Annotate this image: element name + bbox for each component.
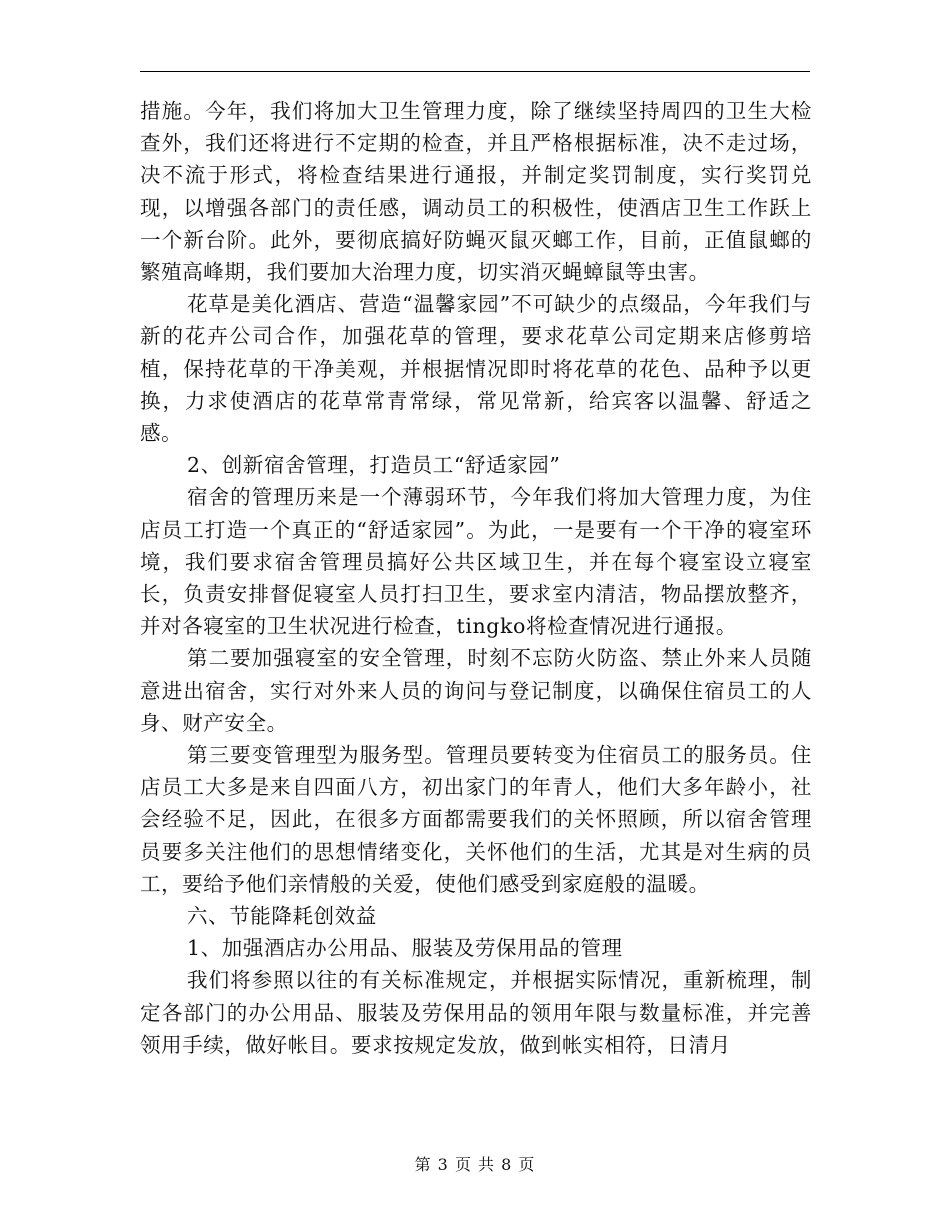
page-footer: 第 3 页 共 8 页 [414, 1155, 536, 1174]
paragraph-5: 第二要加强寝室的安全管理，时刻不忘防火防盗、禁止外来人员随意进出宿舍，实行对外来人员的询问与登记制度，以确保住宿员工的人身、财产安全。 [140, 646, 812, 735]
section-heading-dormitory: 2、创新宿舍管理，打造员工“舒适家园” [187, 453, 561, 478]
document-body [140, 95, 812, 1061]
header-rule [140, 71, 810, 72]
paragraph-2: 花草是美化酒店、营造“温馨家园”不可缺少的点缀品，今年我们与新的花卉公司合作，加强花草的管理，要求花草公司定期来店修剪培植，保持花草的干净美观，并根据情况即时将花草的花色、品种予以更换，力求使酒店的花草常青常绿，常见常新，给宾客以温馨、舒适之感。 [140, 292, 812, 446]
paragraph-4: 宿舍的管理历来是一个薄弱环节，今年我们将加大管理力度，为住店员工打造一个真正的“舒适家园”。为此，一是要有一个干净的寝室环境，我们要求宿舍管理员搞好公共区域卫生，并在每个寝室设立寝室长，负责安排督促寝室人员打扫卫生，要求室内清洁，物品摆放整齐，并对各寝室的卫生状况进行检查，tingko将检查情况进行通报。 [140, 485, 812, 639]
subsection-heading-supplies: 1、加强酒店办公用品、服装及劳保用品的管理 [187, 936, 623, 961]
paragraph-1: 措施。今年，我们将加大卫生管理力度，除了继续坚持周四的卫生大检查外，我们还将进行不定期的检查，并且严格根据标准，决不走过场，决不流于形式，将检查结果进行通报，并制定奖罚制度，实行奖罚兑现，以增强各部门的责任感，调动员工的积极性，使酒店卫生工作跃上一个新台阶。此外，要彻底搞好防蝇灭鼠灭螂工作，目前，正值鼠螂的繁殖高峰期，我们要加大治理力度，切实消灭蝇蟑鼠等虫害。 [140, 99, 812, 285]
section-heading-energy: 六、节能降耗创效益 [187, 904, 377, 929]
paragraph-9: 我们将参照以往的有关标准规定，并根据实际情况，重新梳理，制定各部门的办公用品、服装及劳保用品的领用年限与数量标准，并完善领用手续，做好帐目。要求按规定发放，做到帐实相符，日清月 [140, 968, 812, 1057]
paragraph-6: 第三要变管理型为服务型。管理员要转变为住宿员工的服务员。住店员工大多是来自四面八方，初出家门的年青人，他们大多年龄小，社会经验不足，因此，在很多方面都需要我们的关怀照顾，所以宿舍管理员要多关注他们的思想情绪变化，关怀他们的生活，尤其是对生病的员工，要给予他们亲情般的关爱，使他们感受到家庭般的温暖。 [140, 743, 812, 896]
